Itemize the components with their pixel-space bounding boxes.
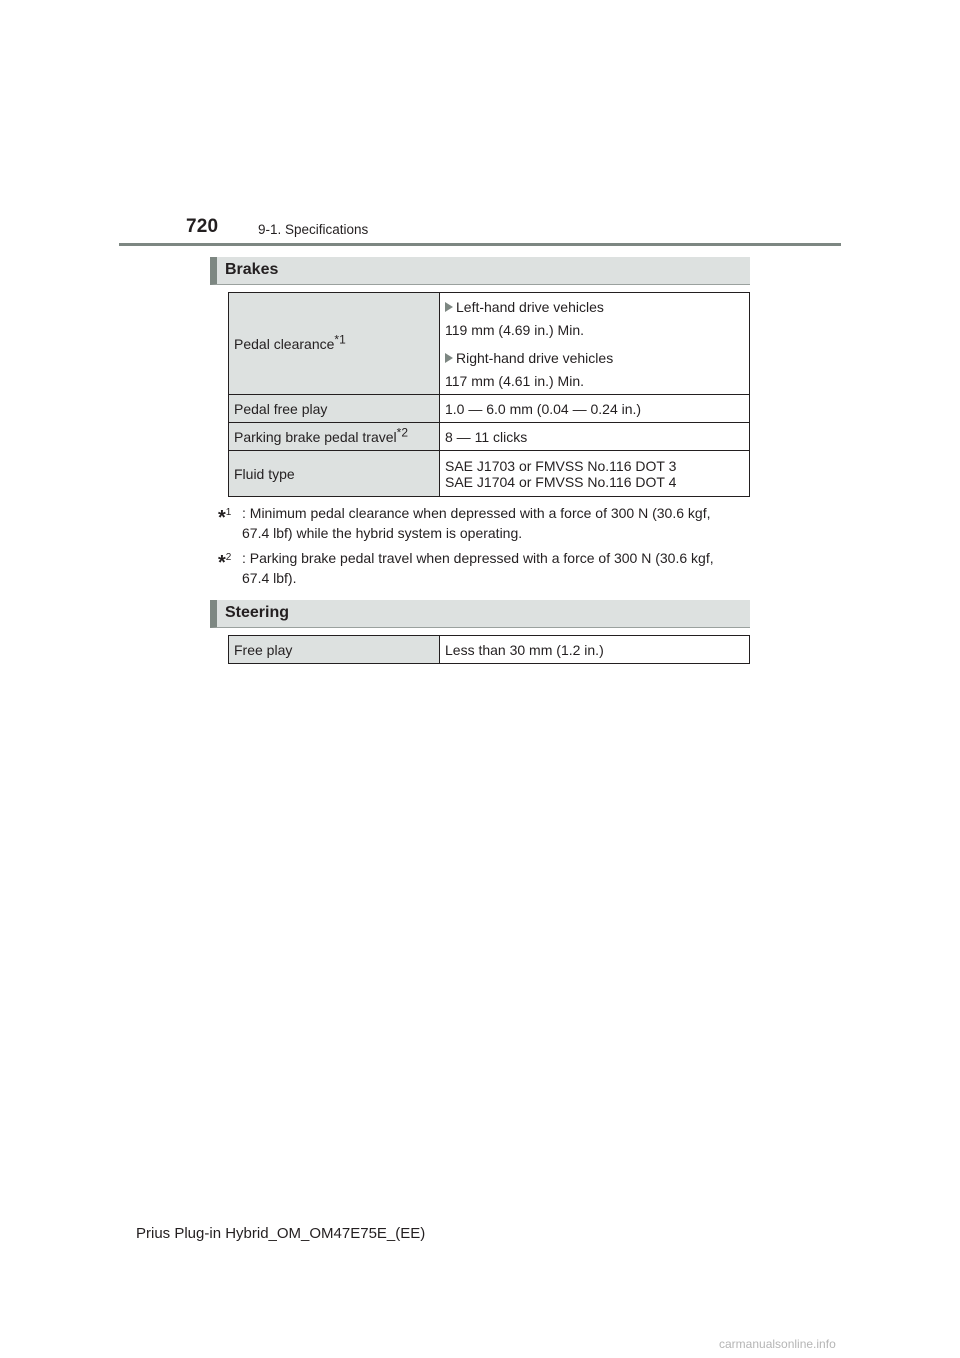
table-cell-label [229, 293, 440, 395]
table-row [229, 395, 750, 423]
table-cell-value [440, 451, 750, 497]
page-number: 720 [186, 216, 219, 237]
row-label: Pedal free play [229, 395, 440, 423]
steering-table [228, 635, 750, 664]
lhd-title [445, 299, 744, 315]
table-row [229, 423, 750, 451]
footnote-line: 67.4 lbf) while the hybrid system is operating. [242, 525, 523, 541]
row-value: 8 — 11 clicks [440, 423, 750, 451]
footnote-line: 67.4 lbf). [242, 570, 297, 586]
document-id: Prius Plug-in Hybrid_OM_OM47E75E_(EE) [136, 1225, 426, 1242]
brakes-heading-label: Brakes [225, 261, 279, 278]
table-row [229, 636, 750, 664]
fluid-type-line: SAE J1704 or FMVSS No.116 DOT 4 [445, 473, 677, 490]
steering-heading [210, 600, 750, 628]
row-label: Parking brake pedal travel [234, 428, 397, 445]
header-rule [119, 243, 841, 246]
table-row [229, 293, 750, 395]
lhd-title-text: Left-hand drive vehicles [456, 298, 604, 315]
footnote-text [218, 503, 758, 543]
triangle-right-icon [445, 302, 453, 312]
footnote-line: : Minimum pedal clearance when depressed with a force of 300 N (30.6 kgf, [242, 505, 711, 521]
brakes-table [228, 292, 750, 497]
table-cell-value [440, 293, 750, 395]
footnote-number: 2 [225, 552, 232, 563]
footnote-marker: *$^1$ [218, 506, 232, 529]
footnote-text [218, 548, 758, 588]
row-value: 1.0 — 6.0 mm (0.04 — 0.24 in.) [440, 395, 750, 423]
table-cell-label [229, 423, 440, 451]
watermark: carmanualsonline.info [719, 1337, 836, 1351]
rhd-title [445, 350, 744, 366]
row-value: Less than 30 mm (1.2 in.) [440, 636, 750, 664]
section-title: 9-1. Specifications [258, 222, 369, 237]
row-label: Fluid type [229, 451, 440, 497]
steering-heading-label: Steering [225, 604, 290, 621]
footnote-mark: *2 [396, 424, 408, 439]
footnote-number: 1 [225, 507, 232, 518]
footnote-mark: *1 [334, 331, 346, 346]
footnote-marker: *$^2$ [218, 551, 232, 574]
row-label: Pedal clearance [234, 335, 335, 352]
table-row [229, 451, 750, 497]
footnote-1 [218, 503, 758, 543]
fluid-type-line: SAE J1703 or FMVSS No.116 DOT 3 [445, 457, 677, 474]
rhd-value: 117 mm (4.61 in.) Min. [445, 372, 585, 389]
triangle-right-icon [445, 353, 453, 363]
lhd-value: 119 mm (4.69 in.) Min. [445, 321, 585, 338]
rhd-title-text: Right-hand drive vehicles [456, 349, 614, 366]
row-label: Free play [229, 636, 440, 664]
brakes-heading [210, 257, 750, 285]
footnote-2 [218, 548, 758, 588]
footnote-line: : Parking brake pedal travel when depressed with a force of 300 N (30.6 kgf, [242, 550, 714, 566]
